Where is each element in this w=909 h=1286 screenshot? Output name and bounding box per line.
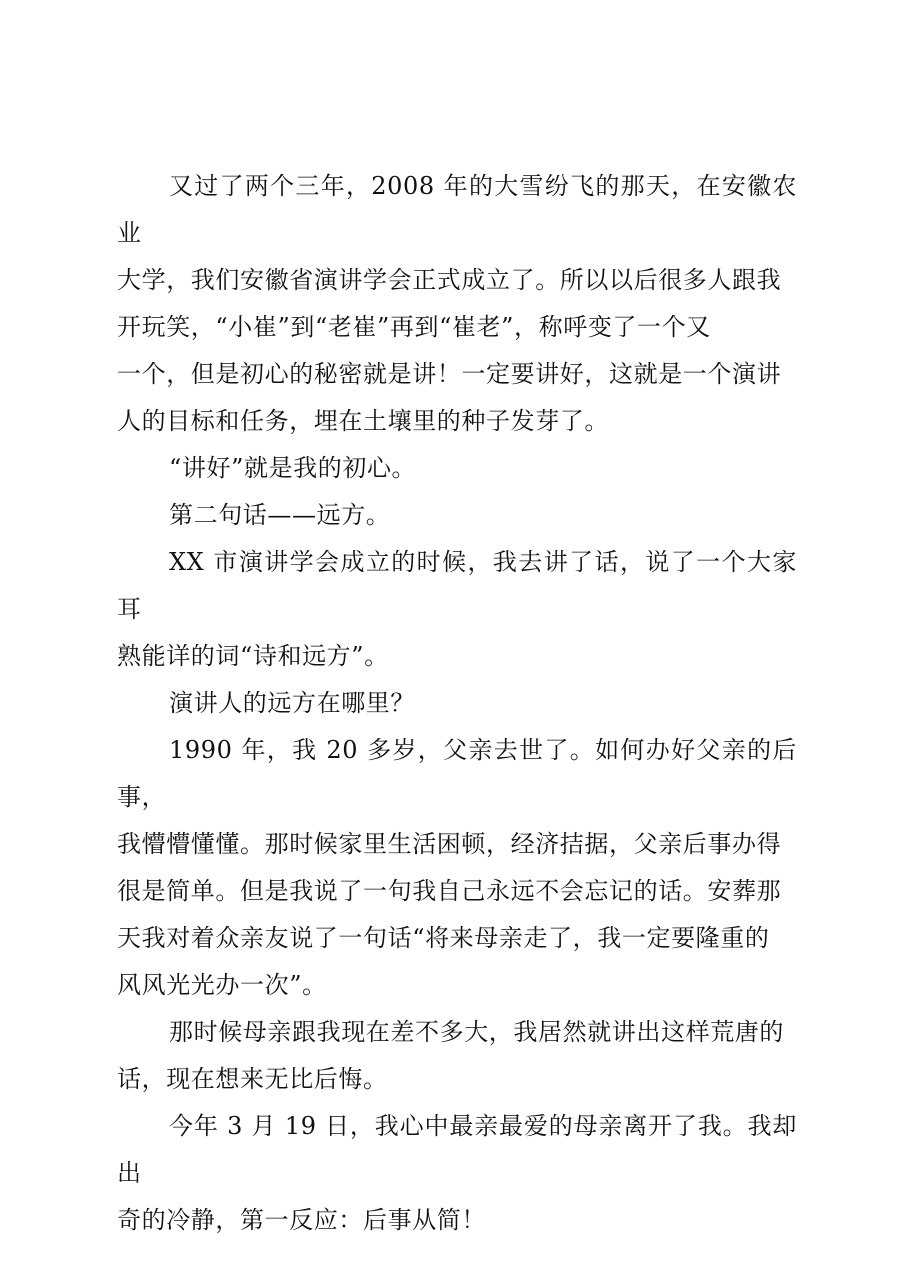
paragraph: 那时候母亲跟我现在差不多大，我居然就讲出这样荒唐的 话，现在想来无比后悔。 xyxy=(117,1018,784,1093)
paragraph: XX 市演讲学会成立的时候，我去讲了话，说了一个大家耳 熟能详的词“诗和远方”。 xyxy=(117,548,797,670)
paragraph: 今年 3 月 19 日，我心中最亲最爱的母亲离开了我。我却出 奇的冷静，第一反应：后事从简！ xyxy=(117,1112,797,1234)
paragraph: “讲好”就是我的初心。 xyxy=(169,454,417,482)
document-body xyxy=(117,163,797,1244)
paragraph: 演讲人的远方在哪里？ xyxy=(169,689,415,717)
paragraph: 1990 年，我 20 多岁，父亲去世了。如何办好父亲的后事， 我懵懵懂懂。那时候家里生活困顿，经济拮据，父亲后事办得 很是简单。但是我说了一句我自己永远不会忘记的话。安葬那 天我对着众亲友说了一句话“将来母亲走了，我一定要隆重的 风风光光办一次”。 xyxy=(117,736,797,999)
section-heading: 第二句话——远方。 xyxy=(169,501,391,529)
paragraph: 又过了两个三年，2008 年的大雪纷飞的那天，在安徽农业 大学，我们安徽省演讲学会正式成立了。所以以后很多人跟我 开玩笑，“小崔”到“老崔”再到“崔老”，称呼变了一个又 一个，但是初心的秘密就是讲！一定要讲好，这就是一个演讲 人的目标和任务，埋在土壤里的种子发芽了。 xyxy=(117,172,797,435)
